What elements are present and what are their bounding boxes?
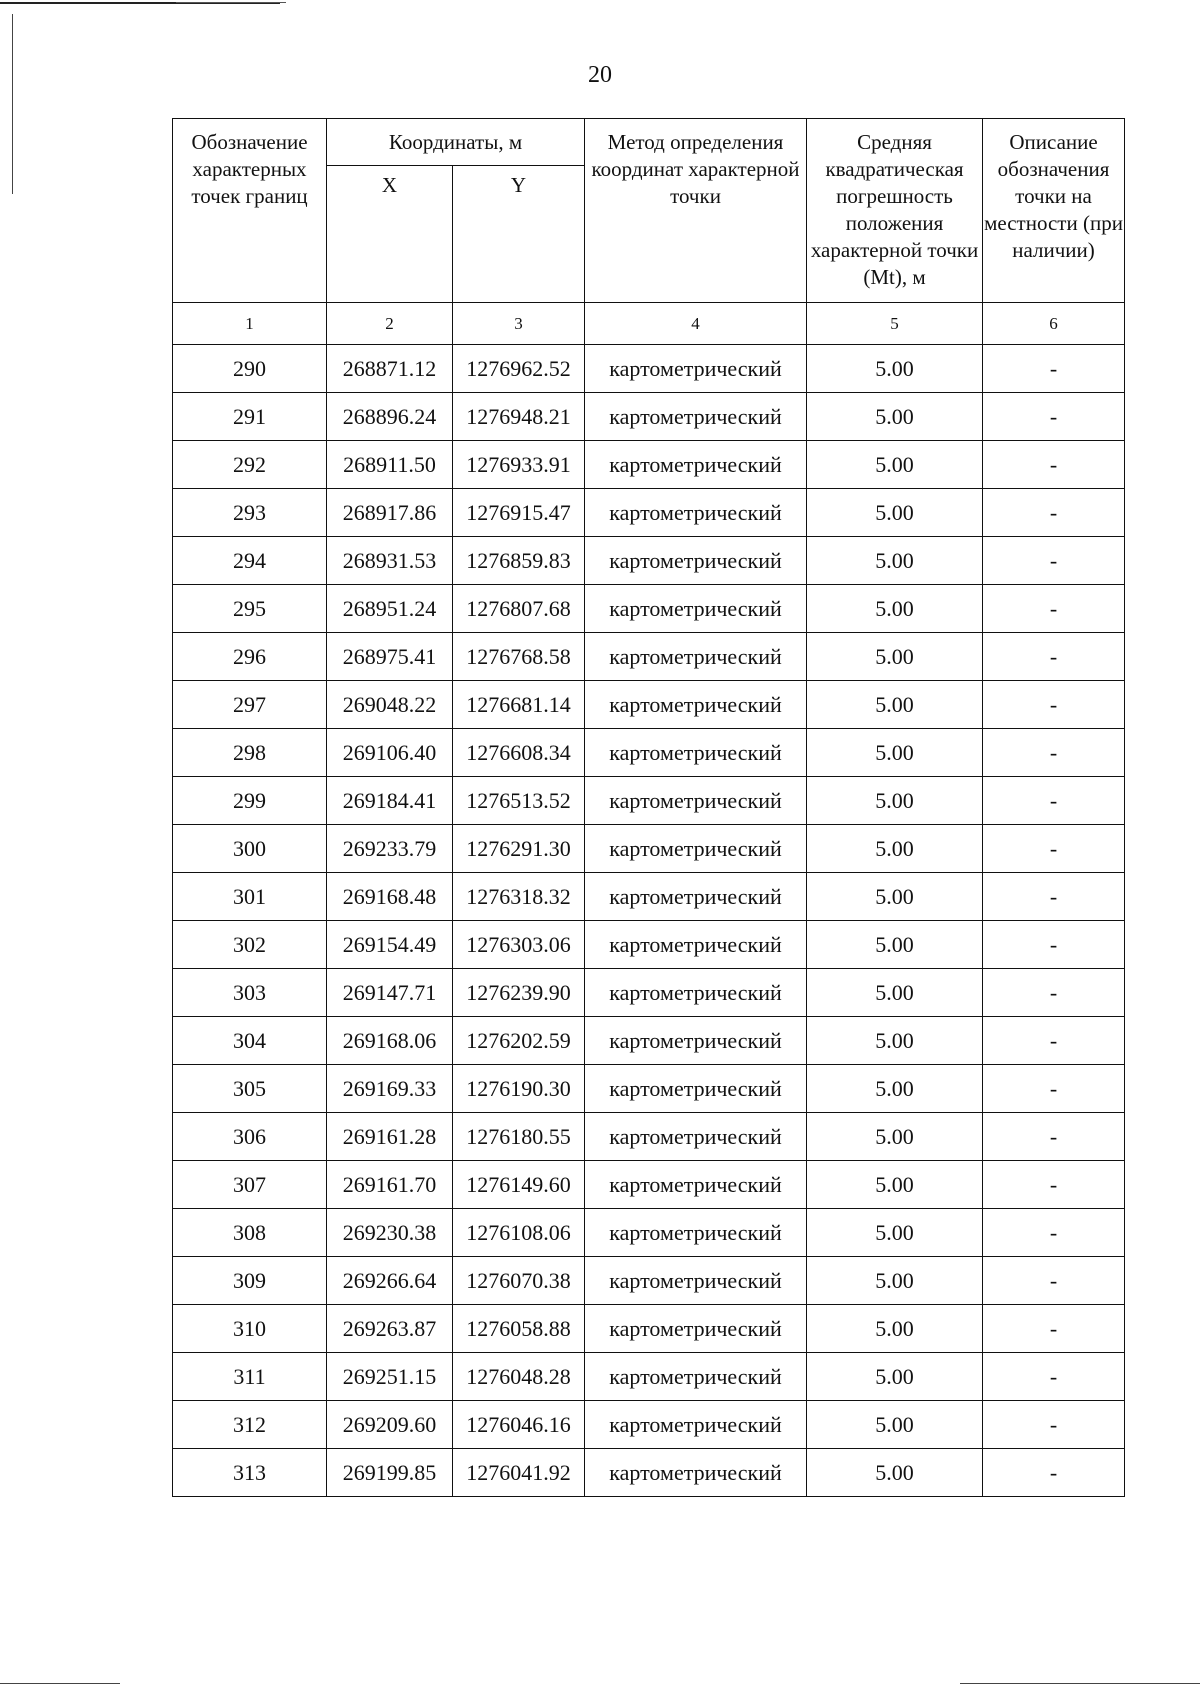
table-row xyxy=(173,1353,1125,1401)
table-row xyxy=(173,489,1125,537)
table-row xyxy=(173,585,1125,633)
cell-error: 5.00 xyxy=(807,729,983,777)
cell-error: 5.00 xyxy=(807,1209,983,1257)
header-y: Y xyxy=(453,166,585,303)
cell-description: - xyxy=(983,489,1125,537)
cell-error: 5.00 xyxy=(807,681,983,729)
cell-description: - xyxy=(983,1065,1125,1113)
cell-point: 305 xyxy=(173,1065,327,1113)
cell-y: 1276513.52 xyxy=(453,777,585,825)
cell-y: 1276149.60 xyxy=(453,1161,585,1209)
table-row xyxy=(173,1065,1125,1113)
cell-point: 292 xyxy=(173,441,327,489)
cell-error: 5.00 xyxy=(807,1113,983,1161)
cell-y: 1276859.83 xyxy=(453,537,585,585)
cell-x: 268896.24 xyxy=(327,393,453,441)
scan-bottom-rule-right xyxy=(960,1683,1200,1684)
cell-description: - xyxy=(983,825,1125,873)
cell-method: картометрический xyxy=(585,1209,807,1257)
cell-x: 269263.87 xyxy=(327,1305,453,1353)
cell-point: 309 xyxy=(173,1257,327,1305)
cell-description: - xyxy=(983,1353,1125,1401)
cell-method: картометрический xyxy=(585,873,807,921)
cell-point: 313 xyxy=(173,1449,327,1497)
cell-y: 1276948.21 xyxy=(453,393,585,441)
cell-error: 5.00 xyxy=(807,1017,983,1065)
cell-point: 295 xyxy=(173,585,327,633)
cell-error: 5.00 xyxy=(807,1065,983,1113)
cell-x: 269147.71 xyxy=(327,969,453,1017)
cell-description: - xyxy=(983,1161,1125,1209)
cell-description: - xyxy=(983,1017,1125,1065)
cell-description: - xyxy=(983,1305,1125,1353)
cell-y: 1276108.06 xyxy=(453,1209,585,1257)
cell-method: картометрический xyxy=(585,1065,807,1113)
cell-x: 268917.86 xyxy=(327,489,453,537)
cell-x: 269161.28 xyxy=(327,1113,453,1161)
cell-y: 1276190.30 xyxy=(453,1065,585,1113)
cell-error: 5.00 xyxy=(807,537,983,585)
cell-description: - xyxy=(983,921,1125,969)
table-row xyxy=(173,969,1125,1017)
table-row xyxy=(173,1449,1125,1497)
cell-y: 1276807.68 xyxy=(453,585,585,633)
cell-x: 269168.06 xyxy=(327,1017,453,1065)
scan-left-rule xyxy=(12,14,13,194)
cell-y: 1276962.52 xyxy=(453,345,585,393)
cell-y: 1276070.38 xyxy=(453,1257,585,1305)
table-row xyxy=(173,1161,1125,1209)
cell-error: 5.00 xyxy=(807,777,983,825)
cell-method: картометрический xyxy=(585,1161,807,1209)
cell-error: 5.00 xyxy=(807,1257,983,1305)
cell-description: - xyxy=(983,393,1125,441)
cell-point: 301 xyxy=(173,873,327,921)
cell-point: 296 xyxy=(173,633,327,681)
cell-point: 302 xyxy=(173,921,327,969)
cell-description: - xyxy=(983,969,1125,1017)
cell-point: 308 xyxy=(173,1209,327,1257)
cell-error: 5.00 xyxy=(807,1449,983,1497)
cell-description: - xyxy=(983,585,1125,633)
cell-method: картометрический xyxy=(585,681,807,729)
cell-description: - xyxy=(983,345,1125,393)
cell-y: 1276048.28 xyxy=(453,1353,585,1401)
column-number: 4 xyxy=(585,303,807,345)
scan-bottom-rule-left xyxy=(0,1683,120,1684)
cell-y: 1276318.32 xyxy=(453,873,585,921)
cell-y: 1276608.34 xyxy=(453,729,585,777)
cell-x: 269233.79 xyxy=(327,825,453,873)
cell-y: 1276291.30 xyxy=(453,825,585,873)
cell-point: 310 xyxy=(173,1305,327,1353)
cell-error: 5.00 xyxy=(807,873,983,921)
table-body xyxy=(173,345,1125,1497)
cell-description: - xyxy=(983,1209,1125,1257)
column-number: 1 xyxy=(173,303,327,345)
table-row xyxy=(173,393,1125,441)
cell-x: 269199.85 xyxy=(327,1449,453,1497)
cell-point: 291 xyxy=(173,393,327,441)
cell-method: картометрический xyxy=(585,393,807,441)
table-row xyxy=(173,921,1125,969)
table-row xyxy=(173,873,1125,921)
table-row xyxy=(173,1113,1125,1161)
table-row xyxy=(173,729,1125,777)
cell-description: - xyxy=(983,681,1125,729)
cell-method: картометрический xyxy=(585,1449,807,1497)
cell-description: - xyxy=(983,633,1125,681)
cell-y: 1276239.90 xyxy=(453,969,585,1017)
cell-method: картометрический xyxy=(585,729,807,777)
cell-x: 269048.22 xyxy=(327,681,453,729)
header-description: Описание обозначения точки на местности (при наличии) xyxy=(983,119,1125,303)
cell-x: 268951.24 xyxy=(327,585,453,633)
cell-y: 1276915.47 xyxy=(453,489,585,537)
cell-x: 268911.50 xyxy=(327,441,453,489)
cell-error: 5.00 xyxy=(807,825,983,873)
cell-point: 293 xyxy=(173,489,327,537)
table-row xyxy=(173,1305,1125,1353)
cell-error: 5.00 xyxy=(807,489,983,537)
cell-point: 303 xyxy=(173,969,327,1017)
cell-description: - xyxy=(983,537,1125,585)
table-row xyxy=(173,1209,1125,1257)
cell-error: 5.00 xyxy=(807,441,983,489)
header-point: Обозначение характерных точек границ xyxy=(173,119,327,303)
column-number: 2 xyxy=(327,303,453,345)
cell-point: 299 xyxy=(173,777,327,825)
cell-y: 1276681.14 xyxy=(453,681,585,729)
cell-point: 307 xyxy=(173,1161,327,1209)
cell-point: 298 xyxy=(173,729,327,777)
cell-point: 290 xyxy=(173,345,327,393)
cell-method: картометрический xyxy=(585,585,807,633)
cell-error: 5.00 xyxy=(807,585,983,633)
column-number: 3 xyxy=(453,303,585,345)
column-number: 5 xyxy=(807,303,983,345)
cell-description: - xyxy=(983,1257,1125,1305)
cell-x: 269154.49 xyxy=(327,921,453,969)
cell-y: 1276933.91 xyxy=(453,441,585,489)
cell-error: 5.00 xyxy=(807,969,983,1017)
header-error: Средняя квадратическая погрешность положения характерной точки (Mt), м xyxy=(807,119,983,303)
cell-point: 300 xyxy=(173,825,327,873)
cell-y: 1276202.59 xyxy=(453,1017,585,1065)
cell-y: 1276768.58 xyxy=(453,633,585,681)
cell-x: 269161.70 xyxy=(327,1161,453,1209)
cell-method: картометрический xyxy=(585,345,807,393)
page-number: 20 xyxy=(588,62,612,88)
table-row xyxy=(173,441,1125,489)
table-row xyxy=(173,1401,1125,1449)
table-row xyxy=(173,1257,1125,1305)
cell-method: картометрический xyxy=(585,441,807,489)
cell-error: 5.00 xyxy=(807,1161,983,1209)
cell-method: картометрический xyxy=(585,825,807,873)
cell-y: 1276041.92 xyxy=(453,1449,585,1497)
table-row xyxy=(173,777,1125,825)
cell-y: 1276058.88 xyxy=(453,1305,585,1353)
cell-method: картометрический xyxy=(585,489,807,537)
cell-x: 269230.38 xyxy=(327,1209,453,1257)
cell-description: - xyxy=(983,1401,1125,1449)
header-method: Метод определения координат характерной точки xyxy=(585,119,807,303)
cell-error: 5.00 xyxy=(807,1305,983,1353)
table-row xyxy=(173,681,1125,729)
table-row xyxy=(173,345,1125,393)
cell-x: 269209.60 xyxy=(327,1401,453,1449)
table-row xyxy=(173,633,1125,681)
cell-error: 5.00 xyxy=(807,921,983,969)
cell-point: 294 xyxy=(173,537,327,585)
table-row xyxy=(173,1017,1125,1065)
cell-description: - xyxy=(983,1113,1125,1161)
cell-description: - xyxy=(983,873,1125,921)
cell-method: картометрический xyxy=(585,1353,807,1401)
cell-x: 269184.41 xyxy=(327,777,453,825)
cell-description: - xyxy=(983,441,1125,489)
coordinates-table xyxy=(172,118,1125,1497)
cell-method: картометрический xyxy=(585,921,807,969)
cell-method: картометрический xyxy=(585,1113,807,1161)
cell-point: 306 xyxy=(173,1113,327,1161)
cell-x: 269266.64 xyxy=(327,1257,453,1305)
cell-x: 269168.48 xyxy=(327,873,453,921)
cell-method: картометрический xyxy=(585,633,807,681)
cell-error: 5.00 xyxy=(807,393,983,441)
cell-y: 1276046.16 xyxy=(453,1401,585,1449)
cell-method: картометрический xyxy=(585,1305,807,1353)
cell-x: 269169.33 xyxy=(327,1065,453,1113)
table-header xyxy=(173,119,1125,345)
cell-description: - xyxy=(983,777,1125,825)
cell-method: картометрический xyxy=(585,777,807,825)
header-x: X xyxy=(327,166,453,303)
cell-point: 311 xyxy=(173,1353,327,1401)
table-row xyxy=(173,537,1125,585)
cell-y: 1276303.06 xyxy=(453,921,585,969)
cell-method: картометрический xyxy=(585,1257,807,1305)
cell-y: 1276180.55 xyxy=(453,1113,585,1161)
cell-method: картометрический xyxy=(585,537,807,585)
cell-point: 312 xyxy=(173,1401,327,1449)
cell-description: - xyxy=(983,1449,1125,1497)
cell-x: 268975.41 xyxy=(327,633,453,681)
cell-x: 268871.12 xyxy=(327,345,453,393)
cell-error: 5.00 xyxy=(807,633,983,681)
header-coordinates: Координаты, м xyxy=(327,119,585,166)
cell-point: 304 xyxy=(173,1017,327,1065)
cell-description: - xyxy=(983,729,1125,777)
cell-method: картометрический xyxy=(585,969,807,1017)
cell-method: картометрический xyxy=(585,1017,807,1065)
cell-method: картометрический xyxy=(585,1401,807,1449)
column-number: 6 xyxy=(983,303,1125,345)
cell-error: 5.00 xyxy=(807,1401,983,1449)
table-row xyxy=(173,825,1125,873)
scan-top-rule-secondary xyxy=(176,2,286,3)
cell-x: 268931.53 xyxy=(327,537,453,585)
cell-x: 269251.15 xyxy=(327,1353,453,1401)
cell-error: 5.00 xyxy=(807,345,983,393)
cell-x: 269106.40 xyxy=(327,729,453,777)
column-number-row xyxy=(173,303,1125,345)
cell-error: 5.00 xyxy=(807,1353,983,1401)
cell-point: 297 xyxy=(173,681,327,729)
